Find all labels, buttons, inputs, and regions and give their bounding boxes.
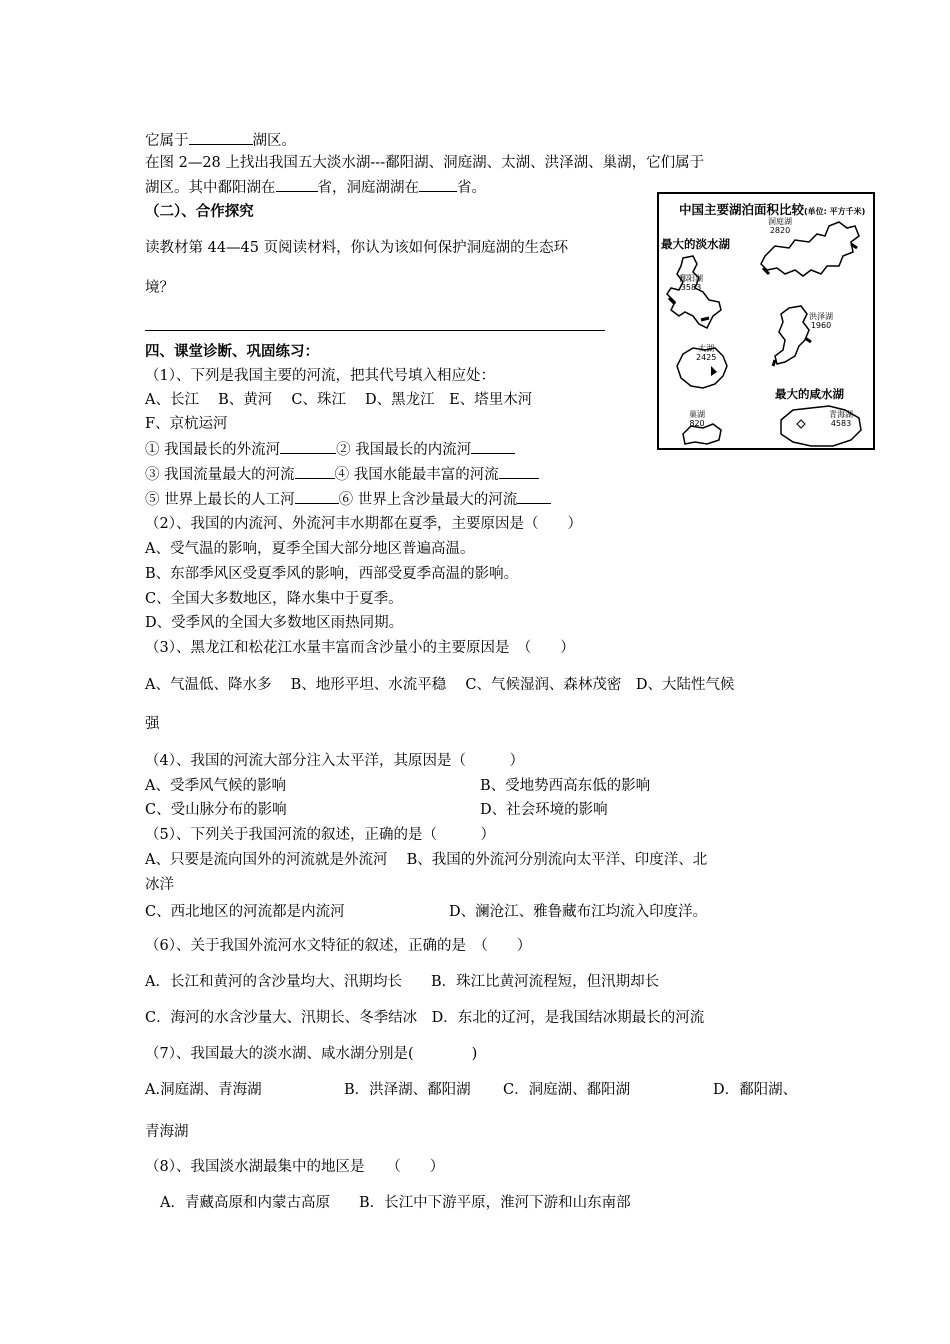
question-options: A、气温低、降水多 B、地形平坦、水流平稳 C、气候湿润、森林茂密 D、大陆性气候 <box>145 677 735 693</box>
lake-area: 4583 <box>830 419 852 428</box>
question-options: A、只要是流向国外的河流就是外流河 B、我国的外流河分别流向太平洋、印度洋、北 <box>145 852 708 868</box>
text-line <box>145 177 486 198</box>
question-options: 强 <box>145 716 160 732</box>
poyang-lake-shape <box>663 254 725 330</box>
text-line: 读教材第 44—45 页阅读材料，你认为该如何保护洞庭湖的生态环 <box>145 240 569 256</box>
text-fragment: ④ 我国水能最丰富的河流 <box>334 467 499 483</box>
hongze-lake-label <box>809 312 833 330</box>
text-fragment: ① 我国最长的外流河 <box>145 442 281 458</box>
question-stem: （3）、黑龙江和松花江水量丰富而含沙量小的主要原因是 （ ） <box>145 640 575 656</box>
question-stem: （1）、下列是我国主要的河流，把其代号填入相应处： <box>145 368 495 384</box>
answer-blank[interactable] <box>295 489 339 504</box>
lake-area: 2820 <box>769 226 791 235</box>
figure-title-text: 中国主要湖泊面积比较 <box>679 202 805 217</box>
option-d: D、澜沧江、雅鲁藏布江均流入印度洋。 <box>449 904 708 920</box>
answer-blank[interactable] <box>276 177 318 192</box>
question-options: F、京杭运河 <box>145 416 228 432</box>
lake-name: 青海湖 <box>829 410 853 419</box>
question-stem: （7）、我国最大的淡水湖、咸水湖分别是( ) <box>145 1046 478 1062</box>
lake-area: 3583 <box>680 283 702 292</box>
taihu-lake-label <box>696 344 716 362</box>
lake-name: 鄱阳湖 <box>679 274 703 283</box>
largest-freshwater-label: 最大的淡水湖 <box>661 237 730 251</box>
option-d: D、社会环境的影响 <box>480 802 608 818</box>
lake-name: 太湖 <box>698 344 715 353</box>
answer-blank[interactable] <box>189 130 253 145</box>
text-fragment: 省。 <box>457 180 486 196</box>
option-a: A.洞庭湖、青海湖 <box>145 1082 262 1098</box>
chaohu-lake-label <box>689 410 705 428</box>
qinghai-lake-label <box>829 410 853 428</box>
answer-blank[interactable] <box>280 439 336 454</box>
text-line: 在图 2—28 上找出我国五大淡水湖---鄱阳湖、洞庭湖、太湖、洪泽湖、巢湖，它们属于 <box>145 155 705 171</box>
question-options: 青海湖 <box>145 1124 189 1140</box>
answer-blank[interactable] <box>499 464 539 479</box>
lake-area: 820 <box>689 419 705 428</box>
option-a: A、受季风气候的影响 <box>145 778 286 794</box>
option-c: C、西北地区的河流都是内流河 <box>145 904 345 920</box>
text-line <box>145 130 296 151</box>
section-heading: （二）、合作探究 <box>145 203 254 220</box>
text-fragment: ⑥ 世界上含沙量最大的河流 <box>338 492 518 508</box>
answer-line[interactable] <box>145 330 605 331</box>
largest-saltwater-label: 最大的咸水湖 <box>775 387 844 401</box>
lake-name: 巢湖 <box>689 410 705 419</box>
text-fragment: ② 我国最长的内流河 <box>336 442 472 458</box>
lake-area: 2425 <box>696 353 717 362</box>
option-b: B、受地势西高东低的影响 <box>480 778 651 794</box>
option-b: B．洪泽湖、鄱阳湖 <box>344 1082 471 1098</box>
text-fragment: 湖区。其中鄱阳湖在 <box>145 180 276 196</box>
text-fragment: ③ 我国流量最大的河流 <box>145 467 295 483</box>
fill-row <box>145 464 539 485</box>
lake-area-figure <box>657 192 875 450</box>
option-c: C、受山脉分布的影响 <box>145 802 287 818</box>
option-b: B、东部季风区受夏季风的影响，西部受夏季高温的影响。 <box>145 566 519 582</box>
answer-blank[interactable] <box>295 464 335 479</box>
option-a: A、受气温的影响，夏季全国大部分地区普遍高温。 <box>145 541 475 557</box>
question-stem: （5）、下列关于我国河流的叙述，正确的是（ ） <box>145 827 495 843</box>
text-fragment: 它属于 <box>145 133 189 149</box>
lake-name: 洞庭湖 <box>768 217 792 226</box>
answer-blank[interactable] <box>517 489 551 504</box>
question-stem: （4）、我国的河流大部分注入太平洋，其原因是（ ） <box>145 753 524 769</box>
poyang-lake-label <box>679 274 703 292</box>
text-line: 境？ <box>145 280 174 296</box>
fill-row <box>145 439 515 460</box>
option-d: D．鄱阳湖、 <box>713 1082 798 1098</box>
question-options: A．长江和黄河的含沙量均大、汛期均长 B．珠江比黄河流程短，但汛期却长 <box>145 974 660 990</box>
question-options: 冰洋 <box>145 877 174 893</box>
option-c: C．洞庭湖、鄱阳湖 <box>503 1082 631 1098</box>
answer-blank[interactable] <box>471 439 515 454</box>
question-options: C．海河的水含沙量大、汛期长、冬季结冰 D．东北的辽河，是我国结冰期最长的河流 <box>145 1010 705 1026</box>
question-options: A、长江 B、黄河 C、珠江 D、黑龙江 E、塔里木河 <box>145 392 533 408</box>
answer-blank[interactable] <box>419 177 457 192</box>
question-stem: （6）、关于我国外流河水文特征的叙述，正确的是 （ ） <box>145 938 532 954</box>
lake-area: 1960 <box>810 321 832 330</box>
option-c: C、全国大多数地区，降水集中于夏季。 <box>145 591 403 607</box>
fill-row <box>145 489 551 510</box>
question-options: A．青藏高原和内蒙古高原 B．长江中下游平原，淮河下游和山东南部 <box>160 1195 631 1211</box>
section-heading: 四、课堂诊断、巩固练习： <box>145 343 319 360</box>
figure-unit: (单位: 平方千米) <box>804 207 866 216</box>
question-stem: （8）、我国淡水湖最集中的地区是 （ ） <box>145 1159 445 1175</box>
dongting-lake-label <box>768 217 792 235</box>
text-fragment: 湖区。 <box>252 133 296 149</box>
option-d: D、受季风的全国大多数地区雨热同期。 <box>145 615 404 631</box>
text-fragment: 省，洞庭湖湖在 <box>317 180 419 196</box>
question-stem: （2）、我国的内流河、外流河丰水期都在夏季，主要原因是（ ） <box>145 516 582 532</box>
lake-name: 洪泽湖 <box>809 312 833 321</box>
text-fragment: ⑤ 世界上最长的人工河 <box>145 492 295 508</box>
